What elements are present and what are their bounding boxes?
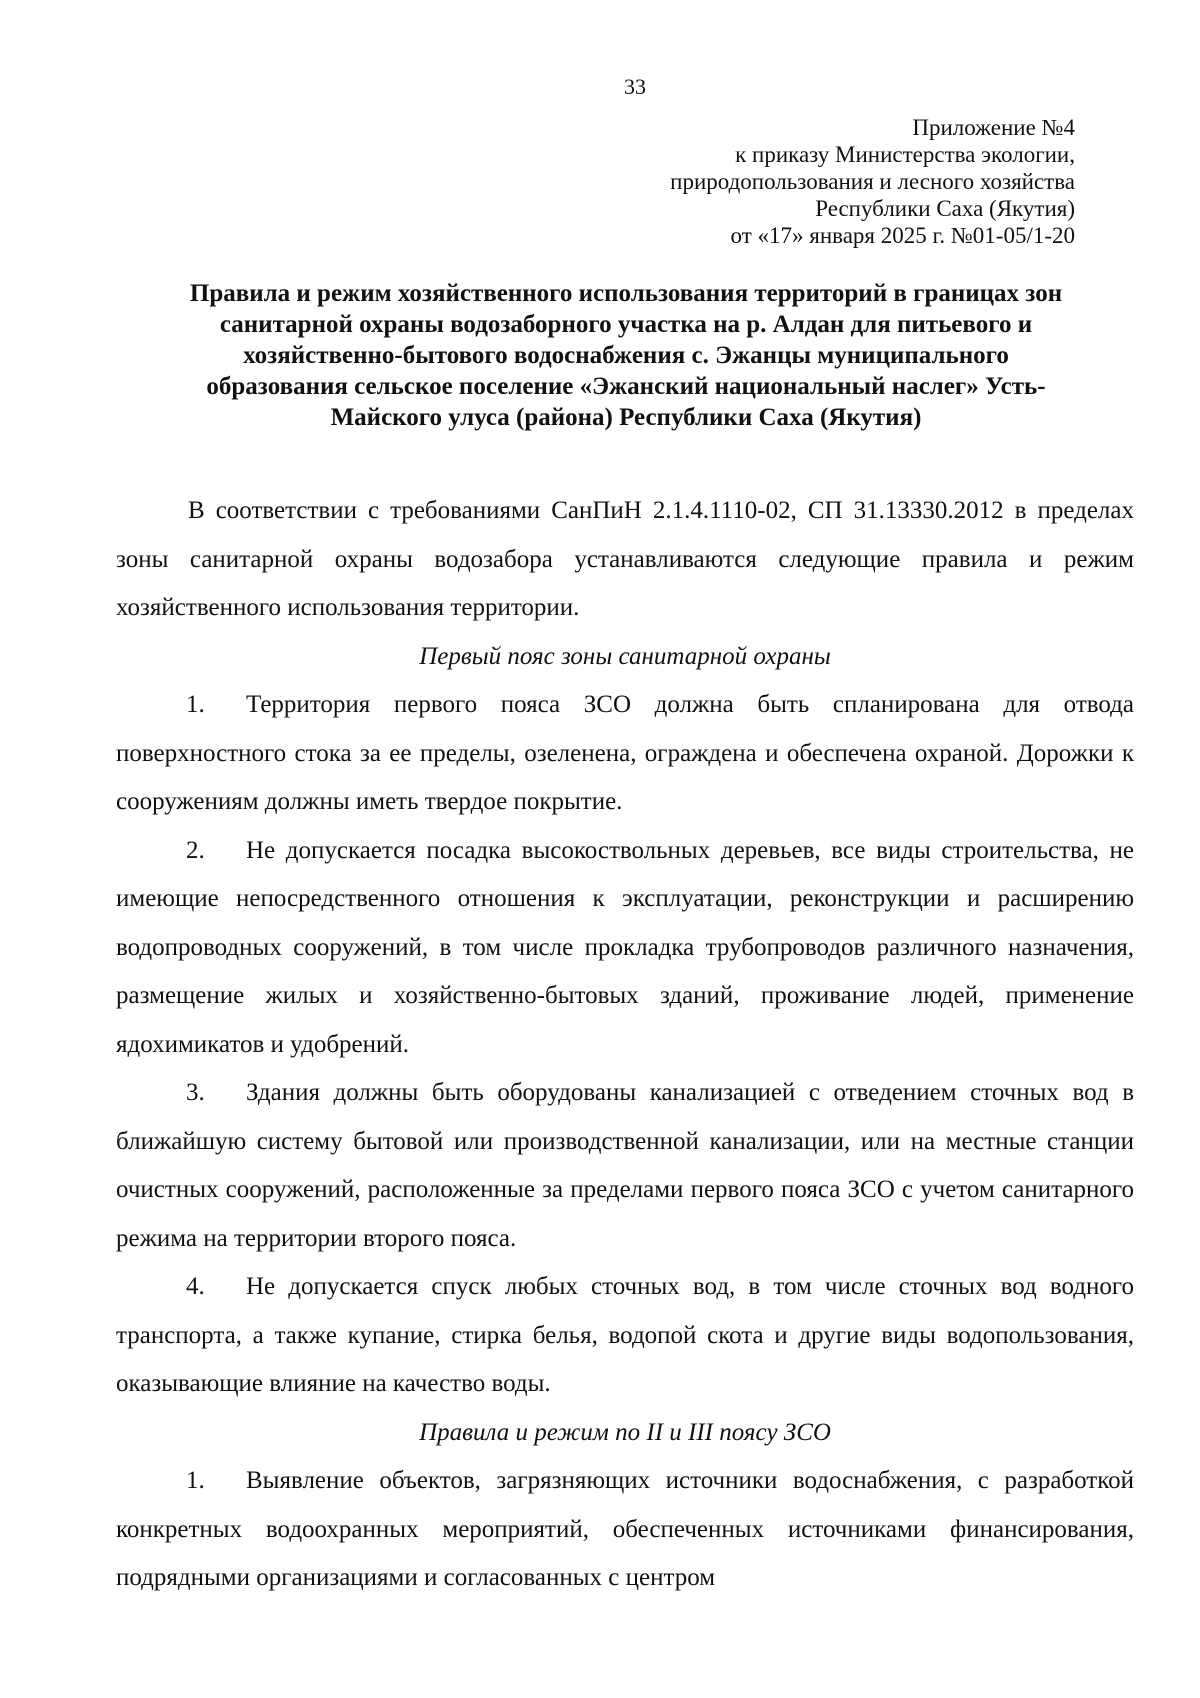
title-line: Правила и режим хозяйственного использования территорий в границах зон	[189, 280, 1063, 307]
item-text: Не допускается посадка высокоствольных деревьев, все виды строительства, не имеющие непосредственного отношения к эксплуатации, реконструкции и расширению водопроводных сооружений, в том числе прокладка трубопроводов различного назначения, размещение жилых и хозяйственно-бытовых зданий, проживание людей, применение ядохимикатов и удобрений.	[116, 836, 1134, 1058]
item-text: Территория первого пояса ЗСО должна быть спланирована для отвода поверхностного стока за ее пределы, озеленена, ограждена и обеспечена охраной. Дорожки к сооружениям должны иметь твердое покрытие.	[116, 691, 1134, 815]
title-line: Майского улуса (района) Республики Саха (Якутия)	[330, 404, 922, 431]
appendix-line: Республики Саха (Якутия)	[815, 196, 1075, 221]
intro-paragraph: В соответствии с требованиями СанПиН 2.1.4.1110-02, СП 31.13330.2012 в пределах зоны санитарной охраны водозабора устанавливаются следующие правила и режим хозяйственного использования территории.	[116, 497, 1134, 621]
item-number: 1.	[186, 691, 205, 718]
document-title	[116, 278, 1136, 433]
appendix-block	[670, 114, 1075, 249]
appendix-line: природопользования и лесного хозяйства	[670, 169, 1075, 194]
item-text: Не допускается спуск любых сточных вод, в том числе сточных вод водного транспорта, а также купание, стирка белья, водопой скота и другие виды водопользования, оказывающие влияние на качество воды.	[116, 1273, 1134, 1397]
appendix-line: от «17» января 2025 г. №01-05/1-20	[730, 223, 1075, 248]
appendix-line: к приказу Министерства экологии,	[735, 142, 1075, 167]
title-line: санитарной охраны водозаборного участка на р. Алдан для питьевого и	[219, 311, 1033, 338]
section-heading: Первый пояс зоны санитарной охраны	[419, 642, 831, 670]
item-number: 2.	[186, 836, 205, 864]
item-number: 1.	[186, 1467, 205, 1494]
page-number: 33	[624, 74, 646, 99]
list-item	[116, 1263, 1134, 1409]
section-heading: Правила и режим по II и III поясу ЗСО	[419, 1418, 831, 1446]
document-body	[116, 487, 1134, 1603]
item-text: Здания должны быть оборудованы канализацией с отведением сточных вод в ближайшую систему бытовой или производственной канализации, или на местные станции очистных сооружений, расположенные за пределами первого пояса ЗСО с учетом санитарного режима на территории второго пояса.	[116, 1079, 1134, 1252]
list-item	[116, 1069, 1134, 1263]
item-number: 3.	[186, 1079, 205, 1106]
item-text: Выявление объектов, загрязняющих источники водоснабжения, с разработкой конкретных водоохранных мероприятий, обеспеченных источниками финансирования, подрядными организациями и согласованных с центром	[116, 1467, 1134, 1591]
list-item	[116, 681, 1134, 827]
appendix-line: Приложение №4	[912, 115, 1075, 140]
title-line: образования сельское поселение «Эжанский национальный наслег» Усть-	[206, 373, 1046, 400]
title-line: хозяйственно-бытового водоснабжения с. Эжанцы муниципального	[243, 342, 1009, 369]
list-item	[116, 1457, 1134, 1603]
item-number: 4.	[186, 1273, 205, 1300]
list-item	[116, 827, 1134, 1070]
